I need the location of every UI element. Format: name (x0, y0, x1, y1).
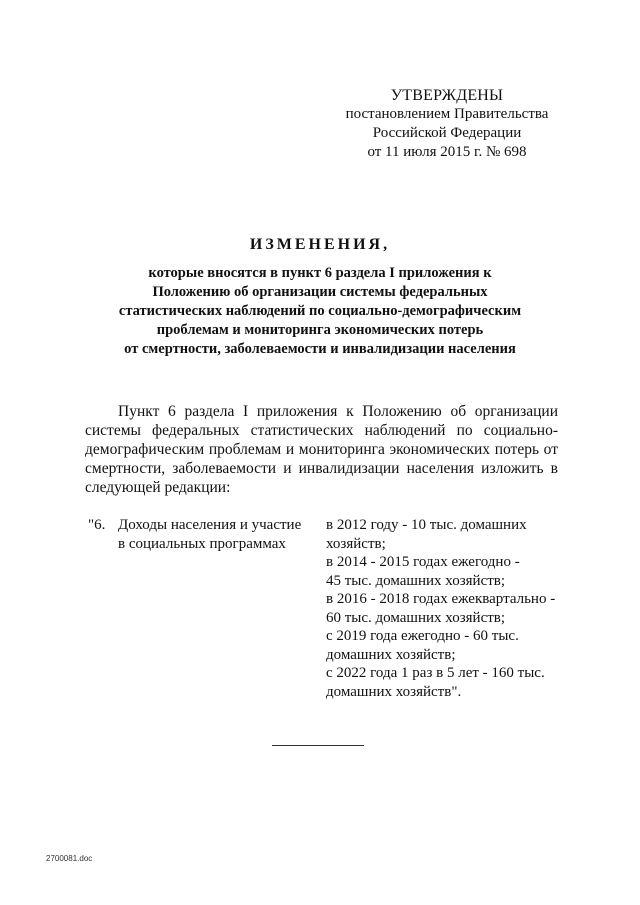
title-line-3: статистических наблюдений по социально-демографическим (118, 303, 522, 319)
title-line-4: проблемам и мониторинга экономических потерь (156, 322, 484, 338)
item-value-line: домашних хозяйств". (326, 683, 462, 700)
item-value-line: с 2019 года ежегодно - 60 тыс. (326, 628, 519, 644)
item-value-line: в 2012 году - 10 тыс. домашних (326, 517, 527, 533)
approval-date-line: от 11 июля 2015 г. № 698 (367, 144, 527, 160)
title-line-2: Положению об организации системы федеральных (152, 284, 488, 300)
title-main: ИЗМЕНЕНИЯ, (249, 236, 391, 253)
item-value-line: в 2016 - 2018 годах ежеквартально - (326, 591, 556, 607)
footer-filename: 2700081.doc (46, 854, 93, 863)
title-subtitle (60, 264, 580, 359)
item-value-line: в 2014 - 2015 годах ежегодно - (326, 554, 520, 570)
item-number: "6. (88, 517, 106, 533)
item-value-line: 45 тыс. домашних хозяйств; (326, 572, 506, 589)
approval-heading: УТВЕРЖДЕНЫ (390, 87, 504, 104)
item-values (326, 516, 586, 701)
item-value-line: хозяйств; (326, 535, 386, 552)
approval-line-2: Российской Федерации (372, 125, 522, 141)
item-name-line-2: в социальных программах (118, 535, 286, 552)
document-title (60, 234, 580, 359)
separator-line (272, 745, 364, 746)
item-value-line: домашних хозяйств; (326, 646, 456, 663)
approval-line-1: постановлением Правительства (345, 106, 549, 122)
item-name (118, 516, 313, 553)
intro-paragraph: Пункт 6 раздела I приложения к Положению об организации системы федеральных статистических наблюдений по социально-демографическим проблемам и мониторинга экономических потерь от смертности, заболеваемости и инвалидизации населения изложить в следующей редакции: (85, 403, 558, 496)
title-line-5: от смертности, заболеваемости и инвалидизации населения (124, 341, 516, 357)
item-value-line: 60 тыс. домашних хозяйств; (326, 609, 506, 626)
item-name-line-1: Доходы населения и участие (118, 517, 302, 533)
approval-block (330, 86, 564, 162)
item-value-line: с 2022 года 1 раз в 5 лет - 160 тыс. (326, 665, 545, 681)
title-line-1: которые вносятся в пункт 6 раздела I приложения к (148, 265, 492, 281)
